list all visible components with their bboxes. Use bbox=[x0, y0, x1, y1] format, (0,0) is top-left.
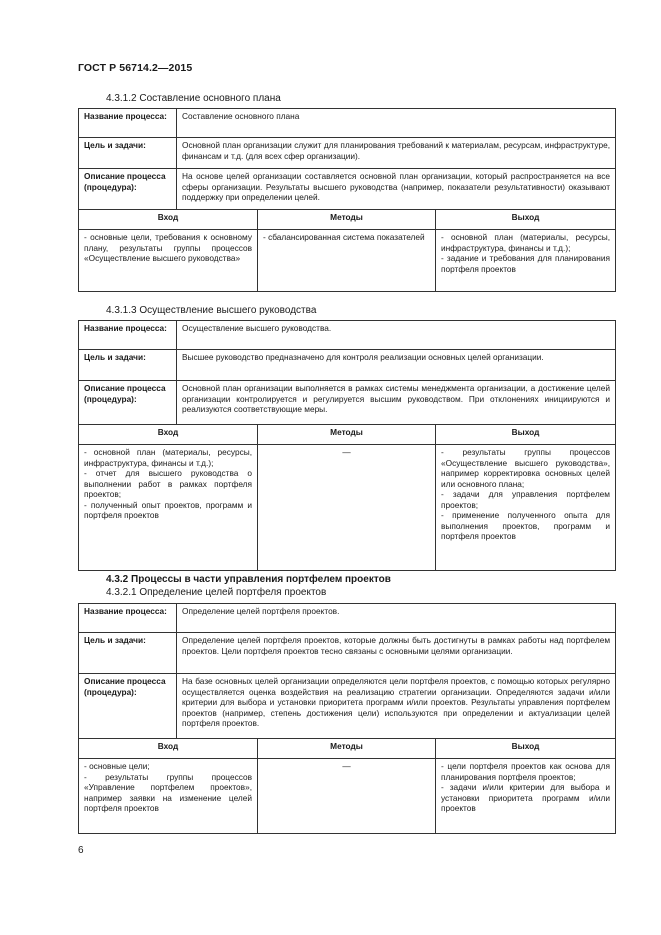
output-item: - задачи и/или критерии для выбора и установки приоритета программ и/или проектов bbox=[441, 782, 611, 813]
description-label: Описание процесса (процедура): bbox=[79, 169, 177, 210]
input-cell bbox=[79, 445, 258, 571]
input-item: - отчет для высшего руководства о выполнении работ в рамках портфеля проектов; bbox=[84, 468, 252, 499]
input-item: - результаты группы процессов «Управление портфелем проектов», например заявки на изменение целей портфеля проектов bbox=[84, 771, 252, 813]
methods-cell bbox=[258, 759, 436, 834]
column-header-input: Вход bbox=[79, 210, 258, 230]
methods-cell bbox=[258, 445, 436, 571]
input-cell bbox=[79, 759, 258, 834]
goal-value: Высшее руководство предназначено для контроля реализации основных целей организации. bbox=[177, 350, 616, 381]
input-item: - основной план (материалы, ресурсы, инфраструктура, финансы и т.д.); bbox=[84, 447, 252, 468]
column-header-methods: Методы bbox=[258, 739, 436, 759]
column-header-methods: Методы bbox=[258, 425, 436, 445]
output-item: - основной план (материалы, ресурсы, инфраструктура, финансы и т.д.); bbox=[441, 232, 611, 253]
process-name-label: Название процесса: bbox=[79, 321, 177, 350]
methods-item: — bbox=[342, 761, 351, 771]
section-heading-4-3-1-2: 4.3.1.2 Составление основного плана bbox=[106, 93, 281, 104]
input-item: - основные цели, требования к основному плану, результаты группы процессов «Осуществление высшего руководства» bbox=[84, 232, 252, 263]
output-item: - задание и требования для планирования портфеля проектов bbox=[441, 253, 611, 274]
goal-value: Основной план организации служит для планирования требований к материалам, ресурсам, инфраструктуре, финансам и т.д. (для всех сфер организации). bbox=[177, 138, 616, 169]
input-item: - основные цели; bbox=[84, 761, 150, 771]
goal-label: Цель и задачи: bbox=[79, 350, 177, 381]
methods-cell bbox=[258, 230, 436, 292]
output-item: - цели портфеля проектов как основа для планирования портфеля проектов; bbox=[441, 761, 611, 782]
description-label: Описание процесса (процедура): bbox=[79, 674, 177, 739]
description-value: На базе основных целей организации определяются цели портфеля проектов, с помощью которых регулярно осуществляется оценка воздействия на реализацию стратегии организации. Определяются задачи и/или критерии для выбора и установки приоритета программ и/или проектов. Результаты управления портфелем проектов (например, степень достижения цели) используются при определении и актуализации целей портфеля проектов. bbox=[177, 674, 616, 739]
input-cell bbox=[79, 230, 258, 292]
column-header-methods: Методы bbox=[258, 210, 436, 230]
input-item: - полученный опыт проектов, программ и портфеля проектов bbox=[84, 499, 252, 520]
process-name-label: Название процесса: bbox=[79, 109, 177, 138]
process-table-top-management bbox=[78, 320, 616, 571]
output-item: - задачи для управления портфелем проектов; bbox=[441, 489, 611, 510]
page-number: 6 bbox=[78, 845, 84, 856]
process-name-value: Определение целей портфеля проектов. bbox=[177, 604, 616, 633]
output-cell bbox=[436, 759, 616, 834]
goal-label: Цель и задачи: bbox=[79, 138, 177, 169]
output-item: - применение полученного опыта для выполнения проектов, программ и портфеля проектов bbox=[441, 510, 611, 541]
process-name-value: Осуществление высшего руководства. bbox=[177, 321, 616, 350]
column-header-output: Выход bbox=[436, 739, 616, 759]
description-label: Описание процесса (процедура): bbox=[79, 381, 177, 425]
methods-item: — bbox=[342, 447, 351, 457]
methods-item: - сбалансированная система показателей bbox=[263, 232, 425, 242]
output-item: - результаты группы процессов «Осуществление высшего руководства», например корректировка основных целей или основного плана; bbox=[441, 447, 611, 489]
column-header-output: Выход bbox=[436, 425, 616, 445]
column-header-output: Выход bbox=[436, 210, 616, 230]
column-header-input: Вход bbox=[79, 425, 258, 445]
goal-value: Определение целей портфеля проектов, которые должны быть достигнуты в рамках работы над портфелем проектов. Цели портфеля проектов тесно связаны с основными целями организации. bbox=[177, 633, 616, 674]
column-header-input: Вход bbox=[79, 739, 258, 759]
output-cell bbox=[436, 445, 616, 571]
description-value: На основе целей организации составляется основной план организации, который распространяется на все сферы организации. Результаты высшего руководства (например, показатели результативности) оказывают поддержку при определении целей. bbox=[177, 169, 616, 210]
process-name-label: Название процесса: bbox=[79, 604, 177, 633]
description-value: Основной план организации выполняется в рамках системы менеджмента организации, а достижение целей организации контролируется и регулируется высшим руководством. При отклонениях инициируются и реализуются соответствующие меры. bbox=[177, 381, 616, 425]
process-table-master-plan bbox=[78, 108, 616, 292]
goal-label: Цель и задачи: bbox=[79, 633, 177, 674]
process-table-portfolio-goals bbox=[78, 603, 616, 834]
section-heading-4-3-2: 4.3.2 Процессы в части управления портфелем проектов bbox=[106, 574, 391, 585]
section-heading-4-3-1-3: 4.3.1.3 Осуществление высшего руководства bbox=[106, 305, 317, 316]
section-heading-4-3-2-1: 4.3.2.1 Определение целей портфеля проектов bbox=[106, 587, 327, 598]
document-header: ГОСТ Р 56714.2—2015 bbox=[78, 62, 193, 74]
output-cell bbox=[436, 230, 616, 292]
process-name-value: Составление основного плана bbox=[177, 109, 616, 138]
